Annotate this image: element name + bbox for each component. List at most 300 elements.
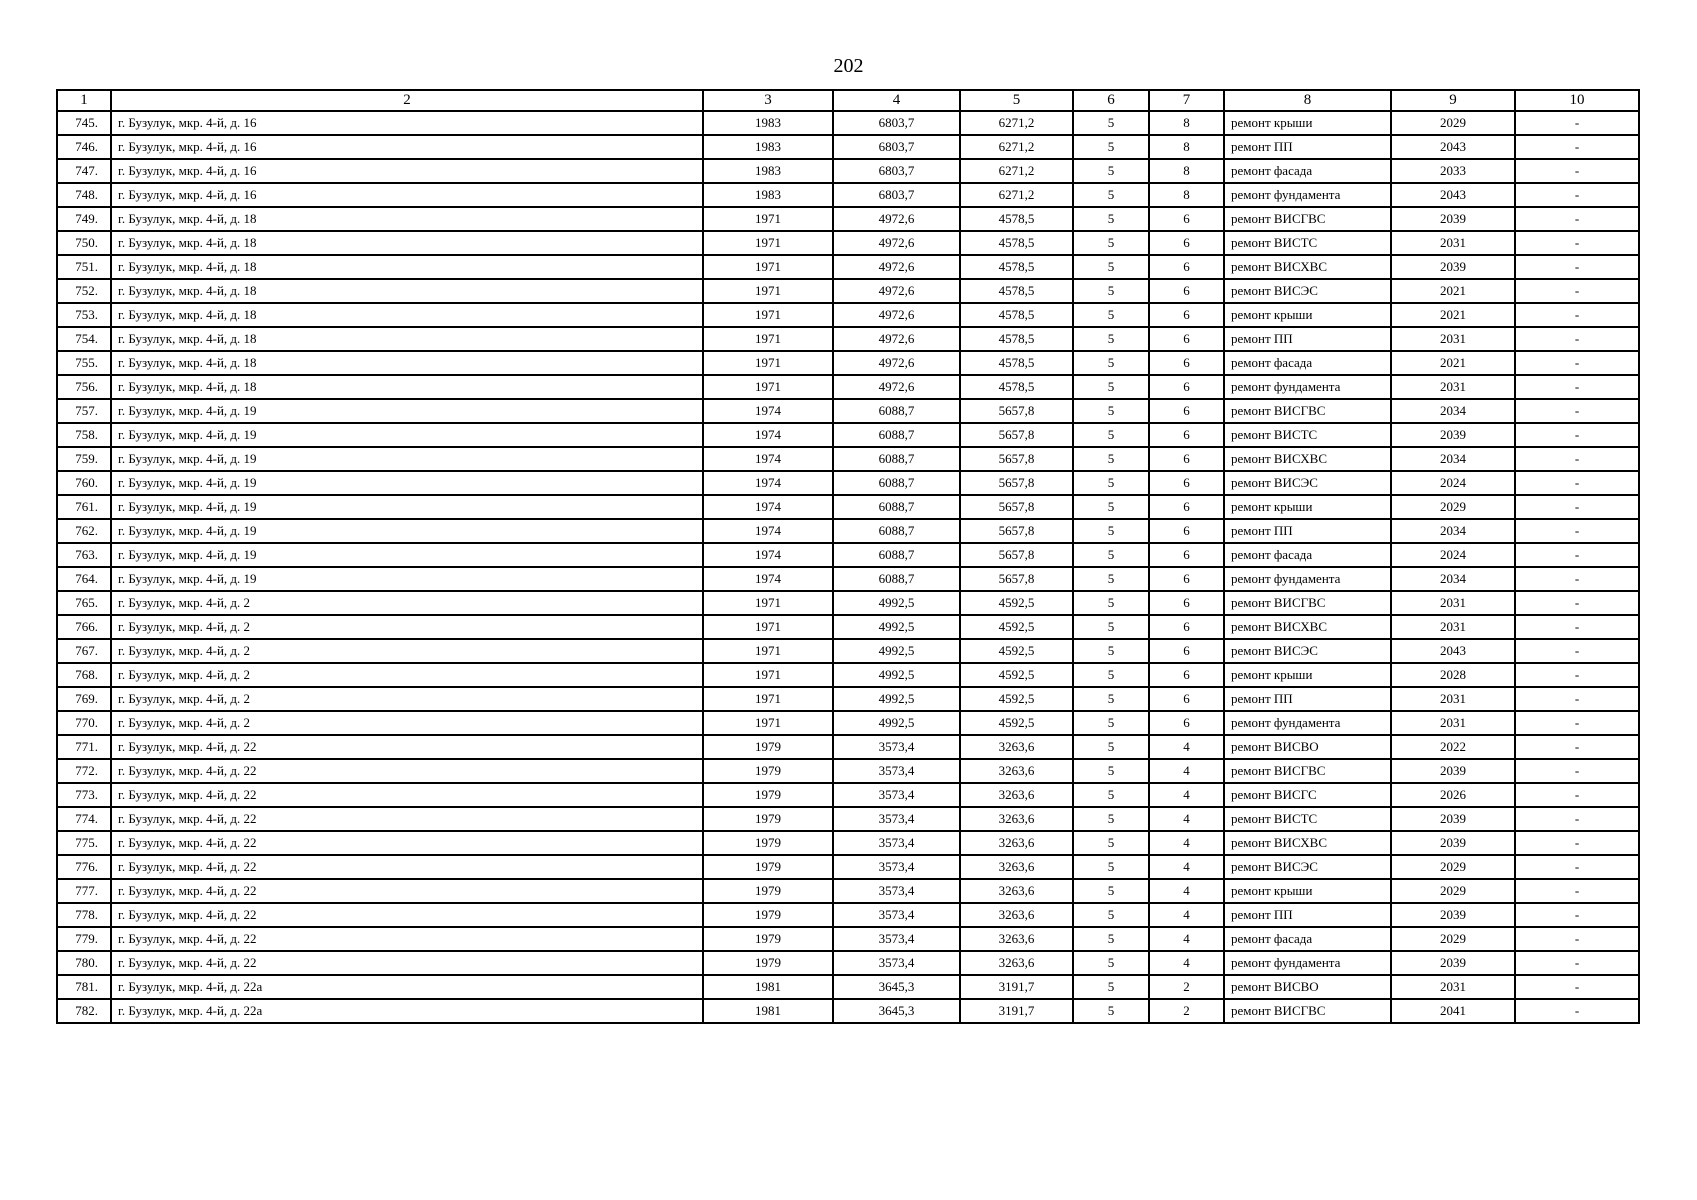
cell-row-number: 771. [57,735,111,759]
cell-living-area: 4592,5 [960,591,1073,615]
cell-floors: 5 [1073,495,1149,519]
cell-total-area: 3573,4 [833,735,960,759]
cell-planned-year: 2031 [1391,687,1515,711]
cell-living-area: 5657,8 [960,447,1073,471]
cell-address: г. Бузулук, мкр. 4-й, д. 19 [111,399,703,423]
cell-year-built: 1971 [703,591,833,615]
cell-planned-year: 2031 [1391,327,1515,351]
table-row [57,615,1639,639]
cell-row-number: 770. [57,711,111,735]
cell-work-type: ремонт ПП [1224,903,1391,927]
cell-floors: 5 [1073,135,1149,159]
cell-floors: 5 [1073,807,1149,831]
table-row [57,423,1639,447]
cell-planned-year: 2029 [1391,855,1515,879]
cell-living-area: 4578,5 [960,207,1073,231]
cell-entrances: 6 [1149,639,1224,663]
cell-entrances: 6 [1149,567,1224,591]
cell-total-area: 4992,5 [833,615,960,639]
cell-work-type: ремонт ВИСЭС [1224,279,1391,303]
cell-work-type: ремонт ВИСГС [1224,783,1391,807]
cell-work-type: ремонт ВИСГВС [1224,399,1391,423]
cell-address: г. Бузулук, мкр. 4-й, д. 19 [111,471,703,495]
cell-entrances: 4 [1149,927,1224,951]
cell-living-area: 5657,8 [960,567,1073,591]
cell-planned-year: 2034 [1391,447,1515,471]
cell-address: г. Бузулук, мкр. 4-й, д. 22 [111,951,703,975]
table-row [57,327,1639,351]
cell-address: г. Бузулук, мкр. 4-й, д. 19 [111,447,703,471]
cell-total-area: 4972,6 [833,327,960,351]
cell-entrances: 6 [1149,375,1224,399]
cell-entrances: 6 [1149,231,1224,255]
cell-note: - [1515,399,1639,423]
table-row [57,975,1639,999]
cell-total-area: 6088,7 [833,471,960,495]
cell-row-number: 779. [57,927,111,951]
cell-entrances: 4 [1149,783,1224,807]
cell-work-type: ремонт крыши [1224,495,1391,519]
cell-note: - [1515,447,1639,471]
cell-total-area: 4972,6 [833,231,960,255]
cell-note: - [1515,639,1639,663]
cell-work-type: ремонт ВИСХВС [1224,615,1391,639]
cell-note: - [1515,759,1639,783]
cell-year-built: 1971 [703,351,833,375]
cell-row-number: 761. [57,495,111,519]
column-header-9: 9 [1391,90,1515,111]
cell-address: г. Бузулук, мкр. 4-й, д. 16 [111,159,703,183]
cell-living-area: 3263,6 [960,951,1073,975]
cell-work-type: ремонт ПП [1224,135,1391,159]
cell-living-area: 5657,8 [960,423,1073,447]
cell-note: - [1515,831,1639,855]
cell-row-number: 746. [57,135,111,159]
cell-planned-year: 2033 [1391,159,1515,183]
cell-address: г. Бузулук, мкр. 4-й, д. 18 [111,279,703,303]
cell-row-number: 747. [57,159,111,183]
cell-entrances: 4 [1149,759,1224,783]
cell-entrances: 8 [1149,159,1224,183]
cell-work-type: ремонт фасада [1224,351,1391,375]
cell-work-type: ремонт ВИСГВС [1224,591,1391,615]
cell-planned-year: 2043 [1391,183,1515,207]
cell-living-area: 4578,5 [960,303,1073,327]
cell-entrances: 8 [1149,183,1224,207]
cell-row-number: 745. [57,111,111,135]
cell-address: г. Бузулук, мкр. 4-й, д. 2 [111,615,703,639]
cell-living-area: 5657,8 [960,471,1073,495]
cell-note: - [1515,519,1639,543]
cell-planned-year: 2039 [1391,951,1515,975]
table-row [57,135,1639,159]
cell-row-number: 757. [57,399,111,423]
cell-row-number: 748. [57,183,111,207]
cell-note: - [1515,855,1639,879]
cell-entrances: 6 [1149,615,1224,639]
cell-row-number: 750. [57,231,111,255]
cell-total-area: 4972,6 [833,303,960,327]
column-header-2: 2 [111,90,703,111]
cell-year-built: 1981 [703,999,833,1023]
cell-floors: 5 [1073,255,1149,279]
cell-floors: 5 [1073,687,1149,711]
table-row [57,783,1639,807]
cell-entrances: 6 [1149,327,1224,351]
cell-note: - [1515,999,1639,1023]
cell-living-area: 5657,8 [960,543,1073,567]
cell-row-number: 764. [57,567,111,591]
table-row [57,951,1639,975]
cell-floors: 5 [1073,327,1149,351]
cell-year-built: 1979 [703,927,833,951]
cell-work-type: ремонт фундамента [1224,375,1391,399]
cell-total-area: 4972,6 [833,279,960,303]
cell-floors: 5 [1073,591,1149,615]
cell-address: г. Бузулук, мкр. 4-й, д. 16 [111,183,703,207]
column-header-4: 4 [833,90,960,111]
cell-year-built: 1981 [703,975,833,999]
cell-note: - [1515,975,1639,999]
table-row [57,207,1639,231]
cell-note: - [1515,207,1639,231]
cell-total-area: 6088,7 [833,447,960,471]
table-row [57,759,1639,783]
cell-row-number: 763. [57,543,111,567]
cell-planned-year: 2031 [1391,615,1515,639]
cell-planned-year: 2031 [1391,231,1515,255]
cell-year-built: 1971 [703,375,833,399]
cell-year-built: 1971 [703,639,833,663]
cell-entrances: 4 [1149,831,1224,855]
cell-entrances: 2 [1149,975,1224,999]
cell-year-built: 1983 [703,159,833,183]
cell-work-type: ремонт ВИСЭС [1224,471,1391,495]
cell-address: г. Бузулук, мкр. 4-й, д. 19 [111,495,703,519]
table-row [57,999,1639,1023]
table-row [57,927,1639,951]
cell-entrances: 8 [1149,111,1224,135]
cell-year-built: 1979 [703,903,833,927]
column-header-5: 5 [960,90,1073,111]
cell-address: г. Бузулук, мкр. 4-й, д. 18 [111,255,703,279]
cell-entrances: 6 [1149,279,1224,303]
table-row [57,447,1639,471]
cell-entrances: 6 [1149,351,1224,375]
column-header-10: 10 [1515,90,1639,111]
table-row [57,279,1639,303]
cell-work-type: ремонт ПП [1224,327,1391,351]
cell-floors: 5 [1073,831,1149,855]
cell-planned-year: 2021 [1391,351,1515,375]
cell-work-type: ремонт крыши [1224,663,1391,687]
cell-planned-year: 2029 [1391,879,1515,903]
table-row [57,255,1639,279]
cell-address: г. Бузулук, мкр. 4-й, д. 22а [111,999,703,1023]
cell-work-type: ремонт ВИСГВС [1224,999,1391,1023]
cell-total-area: 6803,7 [833,111,960,135]
cell-row-number: 762. [57,519,111,543]
cell-year-built: 1983 [703,111,833,135]
table-row [57,303,1639,327]
cell-living-area: 3263,6 [960,735,1073,759]
cell-planned-year: 2028 [1391,663,1515,687]
cell-note: - [1515,327,1639,351]
column-header-1: 1 [57,90,111,111]
cell-note: - [1515,351,1639,375]
cell-entrances: 4 [1149,879,1224,903]
cell-entrances: 4 [1149,807,1224,831]
cell-living-area: 4578,5 [960,327,1073,351]
cell-living-area: 3263,6 [960,903,1073,927]
cell-floors: 5 [1073,879,1149,903]
cell-living-area: 3263,6 [960,759,1073,783]
cell-living-area: 3191,7 [960,975,1073,999]
cell-note: - [1515,735,1639,759]
cell-floors: 5 [1073,351,1149,375]
table-row [57,831,1639,855]
cell-note: - [1515,951,1639,975]
cell-address: г. Бузулук, мкр. 4-й, д. 18 [111,375,703,399]
cell-planned-year: 2041 [1391,999,1515,1023]
cell-living-area: 4578,5 [960,279,1073,303]
cell-living-area: 5657,8 [960,399,1073,423]
cell-entrances: 4 [1149,855,1224,879]
cell-note: - [1515,183,1639,207]
cell-total-area: 4992,5 [833,663,960,687]
cell-floors: 5 [1073,423,1149,447]
table-row [57,591,1639,615]
cell-floors: 5 [1073,711,1149,735]
cell-planned-year: 2021 [1391,279,1515,303]
cell-year-built: 1971 [703,231,833,255]
cell-row-number: 777. [57,879,111,903]
cell-floors: 5 [1073,543,1149,567]
cell-total-area: 3573,4 [833,927,960,951]
cell-floors: 5 [1073,111,1149,135]
cell-work-type: ремонт ПП [1224,519,1391,543]
cell-year-built: 1971 [703,687,833,711]
cell-work-type: ремонт фасада [1224,159,1391,183]
cell-work-type: ремонт ВИСГВС [1224,207,1391,231]
cell-note: - [1515,807,1639,831]
cell-row-number: 782. [57,999,111,1023]
cell-floors: 5 [1073,927,1149,951]
cell-note: - [1515,663,1639,687]
cell-note: - [1515,471,1639,495]
cell-year-built: 1979 [703,807,833,831]
cell-address: г. Бузулук, мкр. 4-й, д. 22 [111,735,703,759]
column-header-7: 7 [1149,90,1224,111]
cell-total-area: 4992,5 [833,591,960,615]
cell-living-area: 5657,8 [960,495,1073,519]
cell-floors: 5 [1073,759,1149,783]
cell-living-area: 3263,6 [960,783,1073,807]
cell-note: - [1515,135,1639,159]
cell-note: - [1515,927,1639,951]
column-header-8: 8 [1224,90,1391,111]
cell-address: г. Бузулук, мкр. 4-й, д. 22 [111,783,703,807]
cell-planned-year: 2043 [1391,135,1515,159]
table-row [57,183,1639,207]
cell-total-area: 6088,7 [833,519,960,543]
cell-total-area: 3573,4 [833,903,960,927]
cell-note: - [1515,159,1639,183]
cell-living-area: 6271,2 [960,135,1073,159]
cell-note: - [1515,591,1639,615]
cell-total-area: 3573,4 [833,807,960,831]
cell-living-area: 3263,6 [960,831,1073,855]
cell-total-area: 6803,7 [833,135,960,159]
cell-year-built: 1979 [703,735,833,759]
cell-address: г. Бузулук, мкр. 4-й, д. 16 [111,135,703,159]
cell-address: г. Бузулук, мкр. 4-й, д. 22 [111,879,703,903]
cell-row-number: 767. [57,639,111,663]
cell-living-area: 4578,5 [960,231,1073,255]
cell-floors: 5 [1073,279,1149,303]
cell-address: г. Бузулук, мкр. 4-й, д. 22 [111,831,703,855]
cell-address: г. Бузулук, мкр. 4-й, д. 22а [111,975,703,999]
cell-floors: 5 [1073,519,1149,543]
page-number: 202 [833,55,864,77]
table-row [57,111,1639,135]
cell-year-built: 1971 [703,327,833,351]
cell-work-type: ремонт ВИСХВС [1224,831,1391,855]
cell-living-area: 5657,8 [960,519,1073,543]
cell-address: г. Бузулук, мкр. 4-й, д. 19 [111,567,703,591]
cell-year-built: 1974 [703,543,833,567]
cell-address: г. Бузулук, мкр. 4-й, д. 2 [111,639,703,663]
cell-note: - [1515,495,1639,519]
cell-work-type: ремонт фасада [1224,927,1391,951]
cell-total-area: 6088,7 [833,567,960,591]
cell-row-number: 759. [57,447,111,471]
cell-living-area: 6271,2 [960,183,1073,207]
cell-floors: 5 [1073,231,1149,255]
cell-row-number: 749. [57,207,111,231]
cell-year-built: 1983 [703,135,833,159]
cell-address: г. Бузулук, мкр. 4-й, д. 18 [111,207,703,231]
cell-note: - [1515,255,1639,279]
cell-floors: 5 [1073,183,1149,207]
cell-planned-year: 2022 [1391,735,1515,759]
cell-work-type: ремонт ПП [1224,687,1391,711]
cell-living-area: 4578,5 [960,255,1073,279]
cell-row-number: 768. [57,663,111,687]
cell-address: г. Бузулук, мкр. 4-й, д. 16 [111,111,703,135]
cell-address: г. Бузулук, мкр. 4-й, д. 22 [111,759,703,783]
cell-floors: 5 [1073,783,1149,807]
cell-work-type: ремонт фундамента [1224,567,1391,591]
cell-address: г. Бузулук, мкр. 4-й, д. 22 [111,807,703,831]
cell-year-built: 1974 [703,399,833,423]
cell-planned-year: 2031 [1391,975,1515,999]
table-row [57,375,1639,399]
cell-floors: 5 [1073,159,1149,183]
cell-address: г. Бузулук, мкр. 4-й, д. 19 [111,519,703,543]
cell-row-number: 776. [57,855,111,879]
cell-entrances: 6 [1149,663,1224,687]
cell-note: - [1515,543,1639,567]
cell-work-type: ремонт крыши [1224,111,1391,135]
cell-row-number: 765. [57,591,111,615]
cell-total-area: 6088,7 [833,423,960,447]
cell-note: - [1515,567,1639,591]
cell-row-number: 774. [57,807,111,831]
cell-total-area: 4972,6 [833,351,960,375]
cell-planned-year: 2024 [1391,543,1515,567]
cell-note: - [1515,687,1639,711]
cell-floors: 5 [1073,975,1149,999]
cell-total-area: 4992,5 [833,711,960,735]
cell-year-built: 1979 [703,831,833,855]
table-row [57,543,1639,567]
cell-year-built: 1971 [703,279,833,303]
cell-floors: 5 [1073,639,1149,663]
cell-year-built: 1971 [703,615,833,639]
cell-floors: 5 [1073,207,1149,231]
cell-row-number: 754. [57,327,111,351]
cell-address: г. Бузулук, мкр. 4-й, д. 2 [111,591,703,615]
cell-living-area: 3263,6 [960,807,1073,831]
cell-total-area: 3573,4 [833,831,960,855]
cell-floors: 5 [1073,663,1149,687]
cell-entrances: 4 [1149,903,1224,927]
cell-planned-year: 2039 [1391,903,1515,927]
cell-address: г. Бузулук, мкр. 4-й, д. 2 [111,687,703,711]
cell-total-area: 6803,7 [833,159,960,183]
cell-note: - [1515,879,1639,903]
cell-note: - [1515,375,1639,399]
table-row [57,903,1639,927]
cell-planned-year: 2039 [1391,255,1515,279]
table-row [57,567,1639,591]
table-row [57,231,1639,255]
cell-living-area: 4592,5 [960,711,1073,735]
table-row [57,711,1639,735]
cell-planned-year: 2031 [1391,711,1515,735]
cell-year-built: 1979 [703,879,833,903]
cell-planned-year: 2031 [1391,375,1515,399]
cell-note: - [1515,303,1639,327]
table-row [57,807,1639,831]
cell-note: - [1515,279,1639,303]
cell-year-built: 1971 [703,207,833,231]
table-row [57,687,1639,711]
cell-floors: 5 [1073,303,1149,327]
cell-entrances: 6 [1149,711,1224,735]
cell-floors: 5 [1073,447,1149,471]
cell-planned-year: 2029 [1391,495,1515,519]
cell-address: г. Бузулук, мкр. 4-й, д. 2 [111,711,703,735]
table-row [57,351,1639,375]
cell-entrances: 6 [1149,687,1224,711]
cell-planned-year: 2034 [1391,519,1515,543]
cell-row-number: 758. [57,423,111,447]
cell-entrances: 6 [1149,423,1224,447]
cell-living-area: 3263,6 [960,855,1073,879]
cell-total-area: 3645,3 [833,999,960,1023]
cell-row-number: 775. [57,831,111,855]
cell-note: - [1515,111,1639,135]
cell-work-type: ремонт ВИСЭС [1224,855,1391,879]
cell-row-number: 772. [57,759,111,783]
cell-planned-year: 2043 [1391,639,1515,663]
cell-planned-year: 2031 [1391,591,1515,615]
cell-address: г. Бузулук, мкр. 4-й, д. 22 [111,855,703,879]
cell-floors: 5 [1073,399,1149,423]
cell-year-built: 1971 [703,255,833,279]
